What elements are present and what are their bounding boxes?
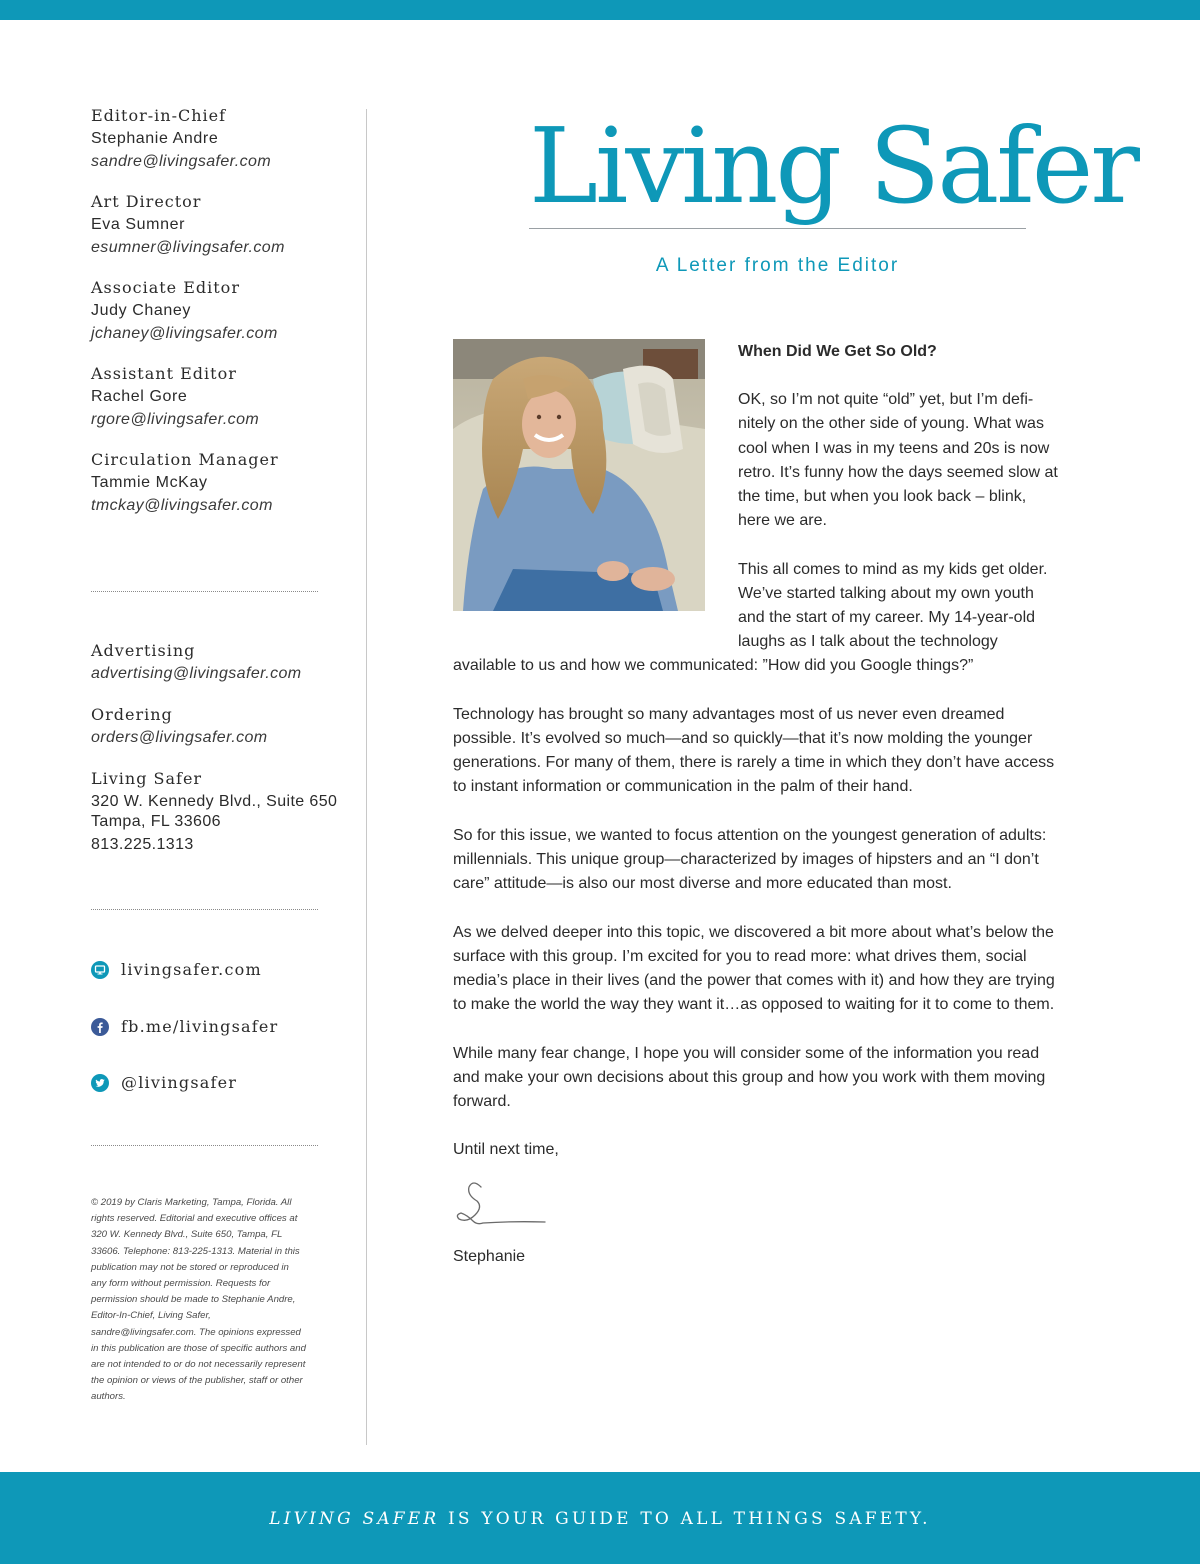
article-paragraph: This all comes to mind as my kids get older. We’ve started talking about my own youth and the start of my career. My 14-year-old laughs as I talk about the technology available to us and how we communicated: ”How did you Google things?” — [453, 560, 1048, 675]
editor-letter — [453, 336, 1058, 1269]
staff-role: Assistant Editor — [91, 364, 237, 383]
address-line-1: 320 W. Kennedy Blvd., Suite 650 — [91, 793, 338, 810]
twitter-icon — [91, 1074, 109, 1092]
staff-email[interactable]: esumner@livingsafer.com — [91, 239, 285, 256]
address-line-2: Tampa, FL 33606 — [91, 813, 221, 830]
advertising-label: Advertising — [91, 641, 196, 660]
article-headline: When Did We Get So Old? — [738, 343, 937, 360]
staff-entry — [91, 190, 341, 259]
facebook-link[interactable]: fb.me/livingsafer — [121, 1017, 279, 1036]
article-paragraph: As we delved deeper into this topic, we discovered a bit more about what’s below the surface with this group. I’m excited for you to read more: what drives them, social media’s place in their lives (and the power that comes with it) and how they are trying to make the world the way they want it…as opposed to waiting for it to come to them. — [453, 923, 1055, 1014]
staff-email[interactable]: tmckay@livingsafer.com — [91, 497, 273, 514]
social-facebook[interactable] — [91, 1017, 278, 1036]
staff-entry — [91, 104, 341, 173]
article-paragraph: Technology has brought so many advantages most of us never even dreamed possible. It’s evolved so much—and so quickly—that it’s now molding the younger generations. For many of them, there is rarely a time in which they don’t have access to instant information or communication in the palm of their hand. — [453, 705, 1055, 796]
footer-bar — [0, 1472, 1200, 1564]
social-website[interactable] — [91, 960, 262, 979]
staff-name: Eva Sumner — [91, 216, 186, 233]
social-twitter[interactable] — [91, 1073, 237, 1092]
tagline-text: IS YOUR GUIDE TO ALL THINGS SAFETY. — [439, 1509, 931, 1529]
twitter-link[interactable]: @livingsafer — [121, 1073, 238, 1092]
ordering-email[interactable]: orders@livingsafer.com — [91, 729, 268, 746]
staff-name: Rachel Gore — [91, 388, 188, 405]
signoff-name: Stephanie — [453, 1247, 526, 1265]
staff-sidebar — [91, 104, 341, 534]
facebook-icon — [91, 1018, 109, 1036]
staff-role: Art Director — [91, 192, 202, 211]
company-label: Living Safer — [91, 769, 203, 788]
article-paragraph: OK, so I’m not quite “old” yet, but I’m defi-nitely on the other side of young. What was cool when I was in my teens and 20s is now retro. It’s funny how the days seemed slow at the time, but when you look back – blink, here we are. — [738, 391, 1058, 530]
staff-entry — [91, 276, 341, 345]
staff-role: Associate Editor — [91, 278, 240, 297]
column-divider — [366, 109, 367, 1445]
article-paragraph: So for this issue, we wanted to focus attention on the youngest generation of adults: millennials. This unique group—characterized by images of hipsters and an “I don’t care” attitude—is also our most diverse and more educated than most. — [453, 826, 1047, 893]
article-paragraph: While many fear change, I hope you will consider some of the information you read and make your own decisions about this group and how you work with them moving forward. — [453, 1044, 1046, 1111]
article-closing: Until next time, — [453, 1141, 559, 1159]
staff-name: Stephanie Andre — [91, 130, 219, 147]
footer-tagline — [269, 1509, 931, 1529]
masthead-logo: Living Safer — [529, 105, 1137, 227]
staff-entry — [91, 362, 341, 431]
staff-email[interactable]: rgore@livingsafer.com — [91, 411, 260, 428]
staff-role: Editor-in-Chief — [91, 106, 227, 125]
page-subtitle: A Letter from the Editor — [655, 255, 900, 276]
sidebar-divider — [91, 591, 318, 592]
copyright-notice: © 2019 by Claris Marketing, Tampa, Florida. All rights reserved. Editorial and executive offices at 320 W. Kennedy Blvd., Suite 650, Tampa, FL 33606. Telephone: 813-225-1313. Material in this publication may not be stored or reproduced in any form without permission. Requests for permission should be made to Stephanie Andre, Editor-In-Chief, Living Safer, sandre@livingsafer.com. The opinions expressed in this publication are those of specific authors and are not intended to or do not necessarily represent the opinion or views of the publisher, staff or other authors. — [91, 1197, 306, 1403]
contact-section — [91, 639, 351, 855]
phone-number: 813.225.1313 — [91, 836, 194, 853]
staff-email[interactable]: jchaney@livingsafer.com — [91, 325, 278, 342]
staff-email[interactable]: sandre@livingsafer.com — [91, 153, 272, 170]
advertising-email[interactable]: advertising@livingsafer.com — [91, 665, 302, 682]
monitor-icon — [91, 961, 109, 979]
top-accent-bar — [0, 0, 1200, 20]
staff-entry — [91, 448, 341, 517]
sidebar-divider — [91, 1145, 318, 1146]
website-link[interactable]: livingsafer.com — [121, 960, 262, 979]
staff-name: Tammie McKay — [91, 474, 208, 491]
staff-role: Circulation Manager — [91, 450, 279, 469]
staff-name: Judy Chaney — [91, 302, 191, 319]
editor-signature — [453, 1175, 553, 1245]
ordering-label: Ordering — [91, 705, 173, 724]
masthead-rule — [529, 228, 1026, 229]
tagline-brand: LIVING SAFER — [269, 1509, 440, 1529]
sidebar-divider — [91, 909, 318, 910]
